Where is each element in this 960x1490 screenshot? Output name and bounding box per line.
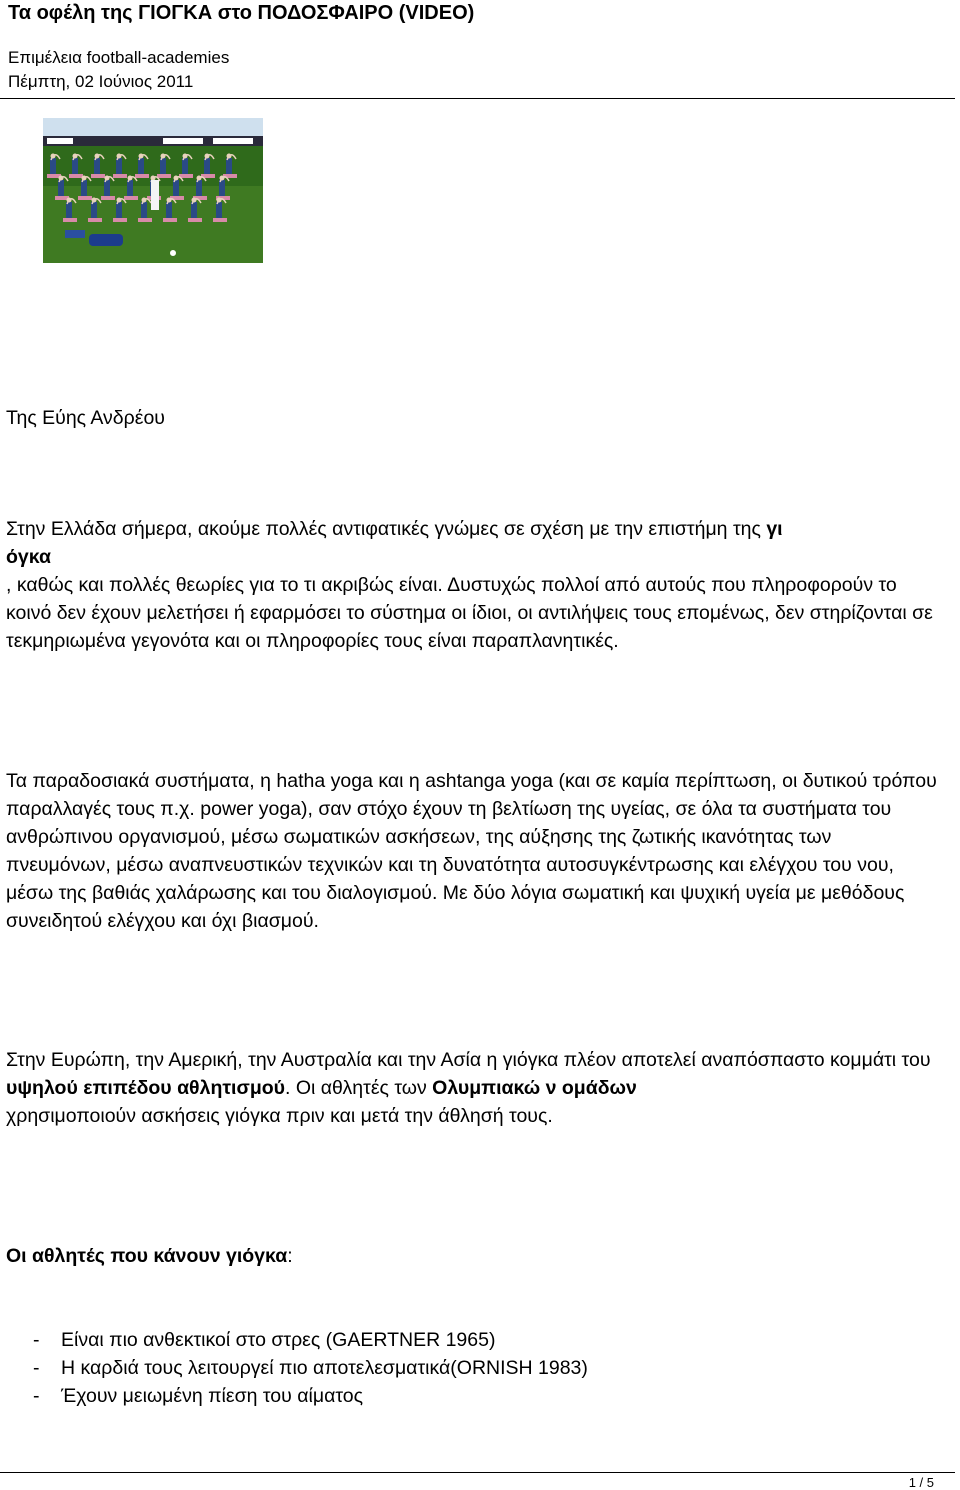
paragraph-systems: Τα παραδοσιακά συστήματα, η hatha yoga και η ashtanga yoga (και σε καμία περίπτωση, οι δυτικού τρόπου παραλλαγές τους π.χ. power yoga), σαν στόχο έχουν τη βελτίωση της υγείας, σε όλα τα συστήματα του ανθρώπινου οργανισμού, μέσω σωματικών ασκήσεων, της αύξησης της ζωτικής ικανότητας των πνευμόνων, μέσω αναπνευστικών τεχνικών και τη δυνατότητα αυτοσυγκέντρωσης και ελέγχου του νου, μέσω της βαθιάς χαλάρωσης και του διαλογισμού. Με δύο λόγια σωματική και ψυχική υγεία με μεθόδους συνειδητού ελέγχου και όχι βιασμού. [6,770,937,932]
list-heading [6,1242,941,1270]
yoga-term-part2: όγκα [6,546,51,568]
list-bullet: - [33,1329,40,1351]
page-number: 1 / 5 [908,1475,934,1490]
list-item [33,1354,588,1382]
paragraph-world [6,1046,941,1130]
list-item [33,1382,363,1410]
list-item-text: Η καρδιά τους λειτουργεί πιο αποτελεσματικά(ORNISH 1983) [61,1357,588,1379]
article-photo [43,118,263,263]
list-bullet: - [33,1385,40,1407]
list-item [33,1326,495,1354]
article-editor: Επιμέλεια football-academies [8,48,230,67]
list-heading-text: Οι αθλητές που κάνουν γιόγκα [6,1245,288,1267]
paragraph-intro-line1: Στην Ελλάδα σήμερα, ακούμε πολλές αντιφατικές γνώμες σε σχέση με την επιστήμη της [6,518,767,540]
bold-olympic-teams: Ολυμπιακώ ν ομάδων [432,1077,637,1099]
footer-divider [0,1472,955,1473]
article-title: Τα οφέλη της ΓΙΟΓΚΑ στο ΠΟΔΟΣΦΑΙΡΟ (VIDEO) [8,2,475,24]
header-divider [0,98,955,99]
byline: Της Εύης Ανδρέου [6,407,165,429]
bold-high-level-sport: υψηλού επιπέδου αθλητισμού [6,1077,286,1099]
paragraph-intro [6,515,941,655]
yoga-term-part1: γι [766,518,783,540]
list-bullet: - [33,1357,40,1379]
paragraph-world-text2: . Οι αθλητές των [285,1077,433,1099]
list-item-text: Έχουν μειωμένη πίεση του αίματος [61,1385,364,1407]
list-item-text: Είναι πιο ανθεκτικοί στο στρες (GAERTNER 1965) [61,1329,496,1351]
list-heading-colon: : [287,1245,293,1267]
paragraph-world-text1: Στην Ευρώπη, την Αμερική, την Αυστραλία και την Ασία η γιόγκα πλέον αποτελεί αναπόσπαστο κομμάτι του [6,1049,931,1071]
paragraph-world-text3: χρησιμοποιούν ασκήσεις γιόγκα πριν και μετά την άθλησή τους. [6,1105,553,1127]
paragraph-intro-rest: , καθώς και πολλές θεωρίες για το τι ακριβώς είναι. Δυστυχώς πολλοί από αυτούς που πληροφορούν το κοινό δεν έχουν μελετήσει ή εφαρμόσει το σύστημα οι ίδιοι, οι αντιλήψεις τους επομένως, δεν στηρίζονται σε τεκμηριωμένα γεγονότα και οι πληροφορίες τους είναι παραπλανητικές. [6,574,933,652]
article-date: Πέμπτη, 02 Ιούνιος 2011 [8,72,194,91]
